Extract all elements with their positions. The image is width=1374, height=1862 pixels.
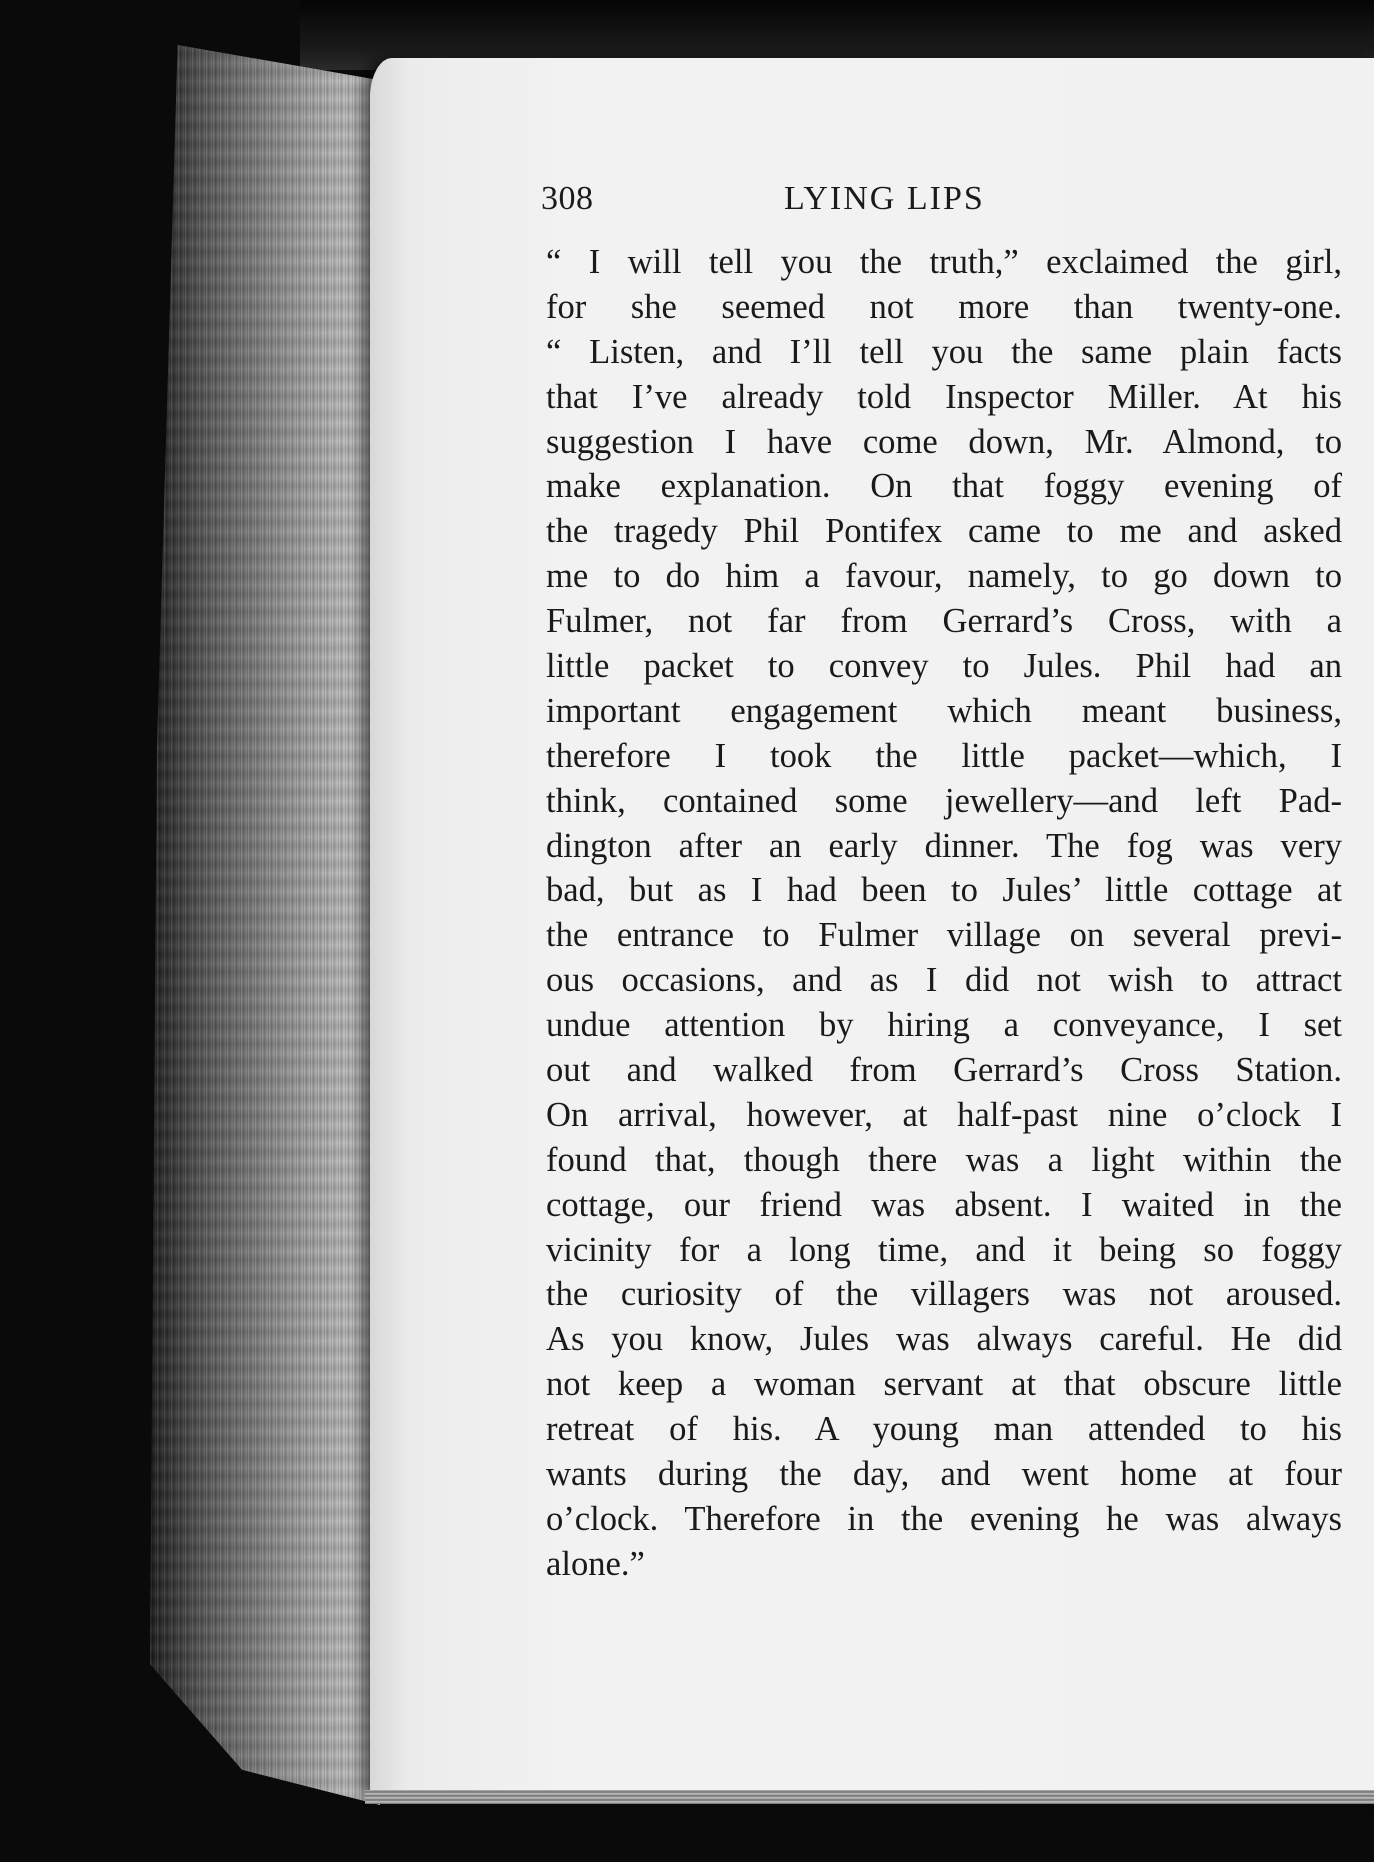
text-line: the curiosity of the villagers was not aroused. [546, 1275, 1342, 1314]
text-line: As you know, Jules was always careful. He did [546, 1320, 1342, 1359]
text-line: the entrance to Fulmer village on several previ- [546, 916, 1342, 955]
text-line: suggestion I have come down, Mr. Almond, to [546, 422, 1342, 461]
text-line: found that, though there was a light within the [546, 1140, 1342, 1179]
text-line: wants during the day, and went home at four [546, 1455, 1342, 1494]
text-line: On arrival, however, at half-past nine o’clock I [546, 1095, 1342, 1134]
text-line: think, contained some jewellery—and left Pad- [546, 781, 1342, 820]
text-line: therefore I took the little packet—which, I [546, 736, 1342, 775]
text-line: me to do him a favour, namely, to go down to [546, 557, 1342, 596]
text-line: bad, but as I had been to Jules’ little cottage at [546, 871, 1342, 910]
page-number: 308 [541, 180, 594, 217]
text-line: for she seemed not more than twenty-one. [546, 287, 1342, 326]
text-line: o’clock. Therefore in the evening he was always [546, 1499, 1342, 1538]
page-edges [150, 45, 380, 1805]
text-line: dington after an early dinner. The fog was very [546, 826, 1342, 865]
text-line: out and walked from Gerrard’s Cross Station. [546, 1051, 1342, 1090]
text-line: “ Listen, and I’ll tell you the same plain facts [546, 332, 1342, 371]
text-line: alone.” [546, 1544, 645, 1583]
text-line: Fulmer, not far from Gerrard’s Cross, with a [546, 602, 1342, 641]
text-line: that I’ve already told Inspector Miller. At his [546, 377, 1342, 416]
text-line: not keep a woman servant at that obscure little [546, 1365, 1342, 1404]
running-title: LYING LIPS [784, 180, 985, 217]
text-line: retreat of his. A young man attended to his [546, 1410, 1342, 1449]
text-line: make explanation. On that foggy evening of [546, 467, 1342, 506]
page-bottom-edge [365, 1790, 1374, 1804]
text-line: undue attention by hiring a conveyance, I set [546, 1006, 1342, 1045]
text-line: the tragedy Phil Pontifex came to me and asked [546, 512, 1342, 551]
text-line: cottage, our friend was absent. I waited in the [546, 1185, 1342, 1224]
text-line: vicinity for a long time, and it being so foggy [546, 1230, 1342, 1269]
body-text [546, 240, 1342, 1587]
text-line: ous occasions, and as I did not wish to attract [546, 961, 1342, 1000]
running-head [541, 180, 1071, 230]
text-line: important engagement which meant business, [546, 691, 1342, 730]
text-line: little packet to convey to Jules. Phil had an [546, 647, 1342, 686]
text-line: “ I will tell you the truth,” exclaimed the girl, [546, 243, 1342, 281]
